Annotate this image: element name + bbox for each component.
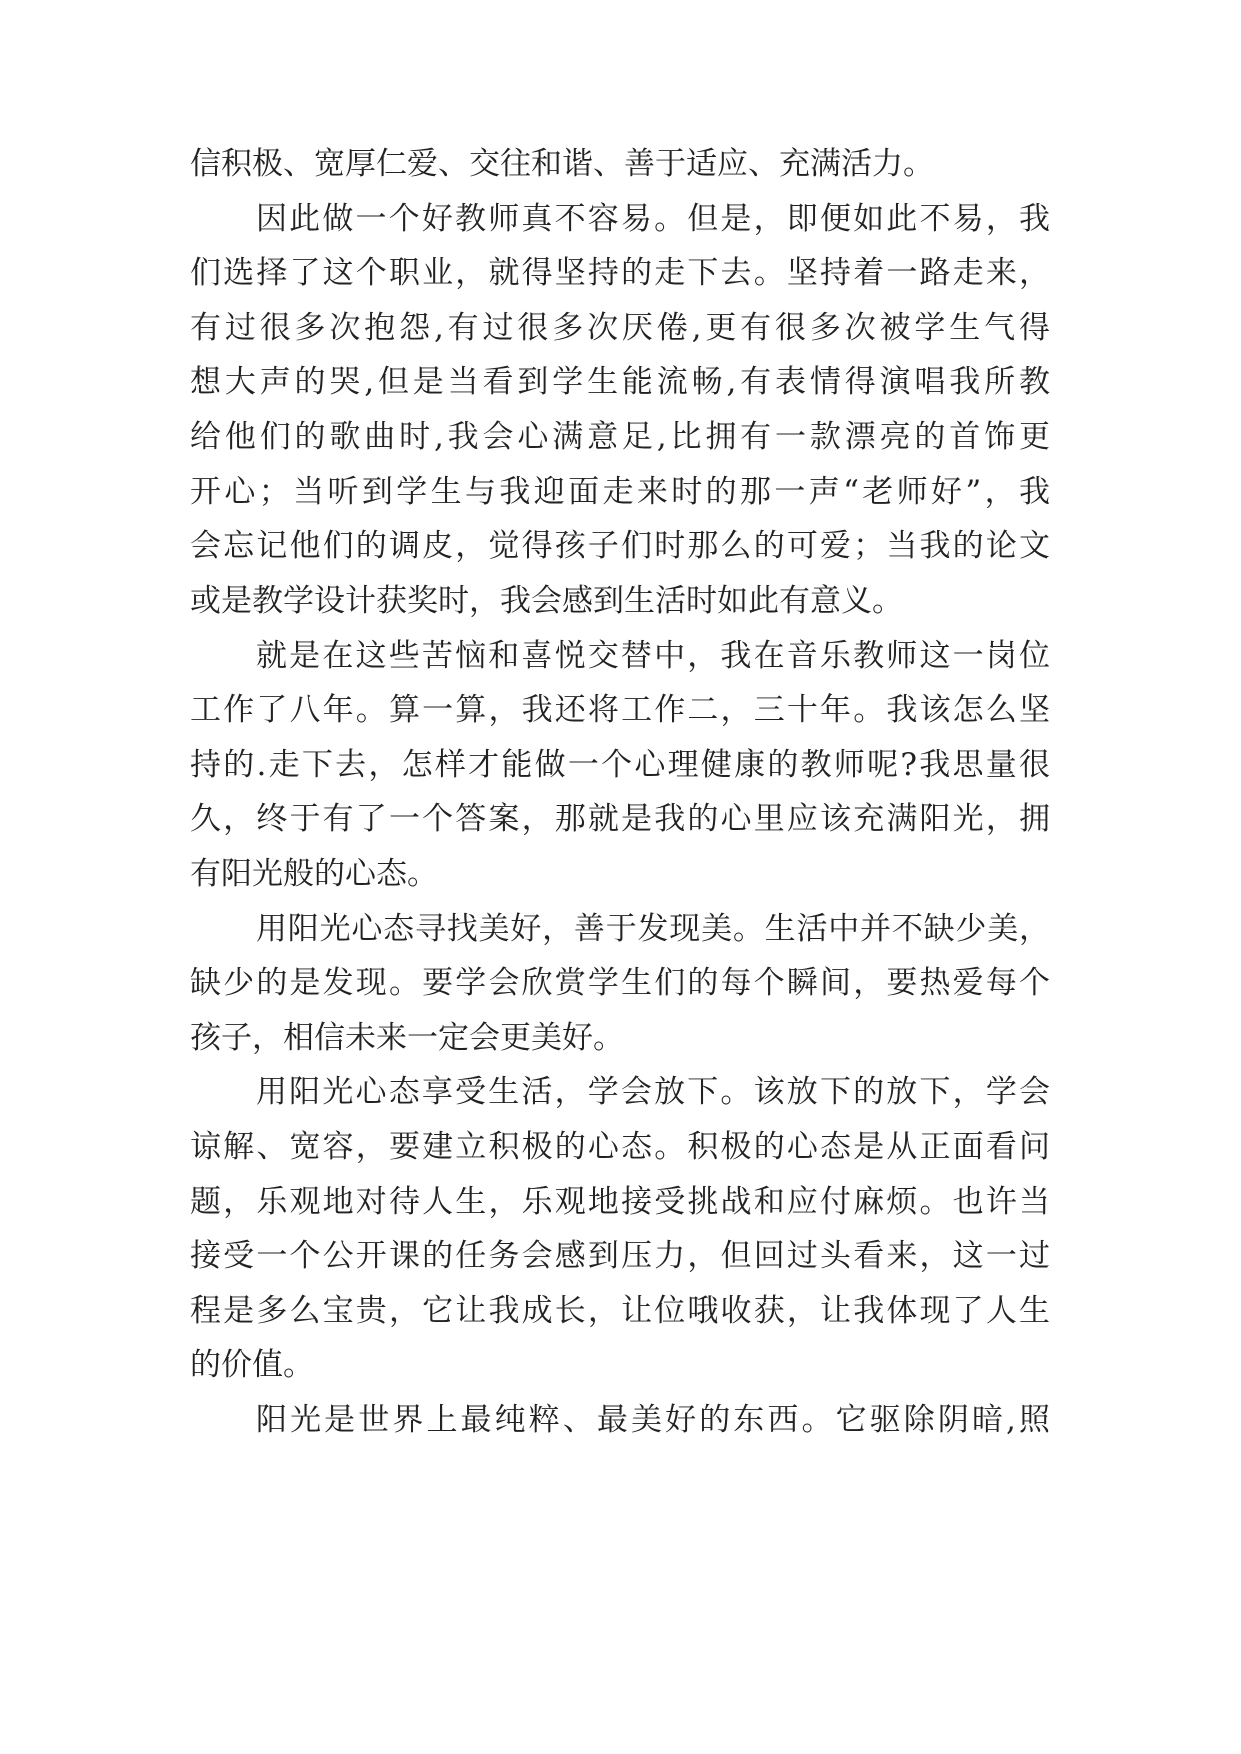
text-line: 久，终于有了一个答案，那就是我的心里应该充满阳光，拥 bbox=[190, 801, 1050, 837]
text-line: 们选择了这个职业，就得坚持的走下去。坚持着一路走来， bbox=[190, 255, 1050, 291]
paragraph-first-line: 因此做一个好教师真不容易。但是，即便如此不易，我 bbox=[256, 201, 1050, 237]
text-line: 程是多么宝贵，它让我成长，让位哦收获，让我体现了人生 bbox=[190, 1293, 1050, 1329]
text-line: 有阳光般的心态。 bbox=[190, 856, 438, 892]
text-line: 或是教学设计获奖时，我会感到生活时如此有意义。 bbox=[190, 583, 903, 619]
text-line: 的价值。 bbox=[190, 1347, 314, 1383]
paragraph-first-line: 用阳光心态寻找美好，善于发现美。生活中并不缺少美， bbox=[256, 911, 1050, 947]
text-line: 孩子，相信未来一定会更美好。 bbox=[190, 1020, 624, 1056]
text-line: 题，乐观地对待人生，乐观地接受挑战和应付麻烦。也许当 bbox=[190, 1184, 1050, 1220]
text-line: 持的.走下去，怎样才能做一个心理健康的教师呢?我思量很 bbox=[190, 747, 1050, 783]
text-line: 有过很多次抱怨,有过很多次厌倦,更有很多次被学生气得 bbox=[190, 310, 1050, 346]
paragraph-first-line: 用阳光心态享受生活，学会放下。该放下的放下，学会 bbox=[256, 1074, 1050, 1110]
text-line: 会忘记他们的调皮，觉得孩子们时那么的可爱；当我的论文 bbox=[190, 528, 1050, 564]
text-line: 谅解、宽容，要建立积极的心态。积极的心态是从正面看问 bbox=[190, 1129, 1050, 1165]
text-line: 缺少的是发现。要学会欣赏学生们的每个瞬间，要热爱每个 bbox=[190, 965, 1050, 1001]
text-line: 想大声的哭,但是当看到学生能流畅,有表情得演唱我所教 bbox=[190, 364, 1050, 400]
paragraph-first-line: 就是在这些苦恼和喜悦交替中，我在音乐教师这一岗位 bbox=[256, 638, 1050, 674]
text-line: 工作了八年。算一算，我还将工作二，三十年。我该怎么坚 bbox=[190, 692, 1050, 728]
text-line: 给他们的歌曲时,我会心满意足,比拥有一款漂亮的首饰更 bbox=[190, 419, 1050, 455]
text-line: 接受一个公开课的任务会感到压力，但回过头看来，这一过 bbox=[190, 1238, 1050, 1274]
text-line: 开心；当听到学生与我迎面走来时的那一声“老师好”，我 bbox=[190, 474, 1050, 510]
text-line: 信积极、宽厚仁爱、交往和谐、善于适应、充满活力。 bbox=[190, 146, 934, 182]
paragraph-first-line: 阳光是世界上最纯粹、最美好的东西。它驱除阴暗,照 bbox=[256, 1402, 1050, 1438]
